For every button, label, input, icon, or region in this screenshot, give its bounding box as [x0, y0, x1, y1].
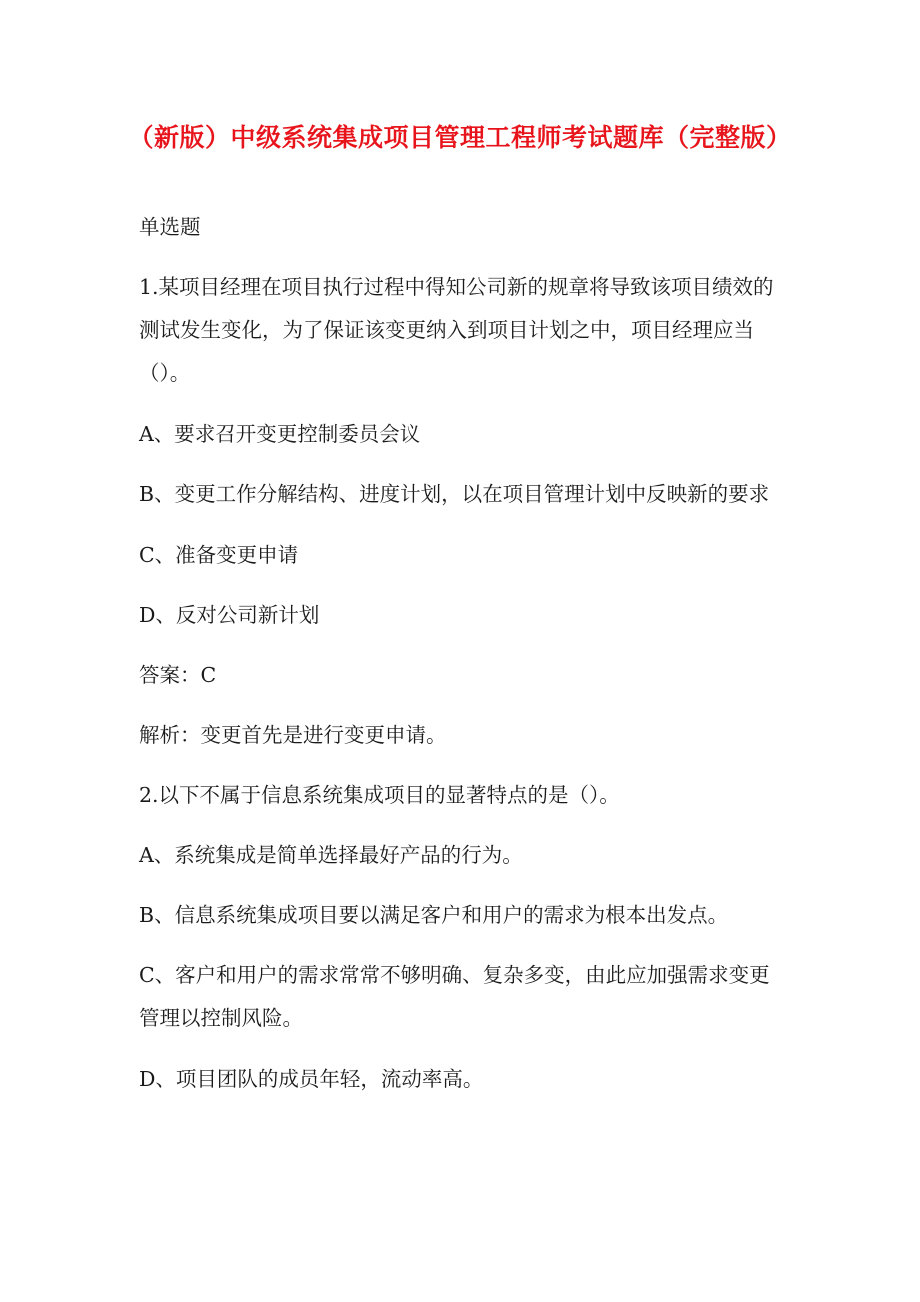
section-heading: 单选题 [139, 215, 201, 239]
question-2-option-a: A、系统集成是简单选择最好产品的行为。 [139, 843, 523, 867]
question-1-option-a: A、要求召开变更控制委员会议 [139, 422, 421, 446]
question-2-option-c: C、客户和用户的需求常常不够明确、复杂多变，由此应加强需求变更管理以控制风险。 [139, 963, 770, 1030]
question-2-option-b: B、信息系统集成项目要以满足客户和用户的需求为根本出发点。 [139, 903, 729, 927]
question-1-option-b: B、变更工作分解结构、进度计划，以在项目管理计划中反映新的要求 [139, 482, 770, 506]
question-1-answer: 答案：C [139, 663, 217, 687]
document-body [139, 206, 789, 1118]
question-1-stem: 1.某项目经理在项目执行过程中得知公司新的规章将导致该项目绩效的测试发生变化，为了保证该变更纳入到项目计划之中，项目经理应当（）。 [139, 275, 774, 385]
question-1-option-d: D、反对公司新计划 [139, 603, 320, 627]
question-2-stem: 2.以下不属于信息系统集成项目的显著特点的是（）。 [139, 783, 620, 807]
question-1-analysis: 解析：变更首先是进行变更申请。 [139, 723, 447, 747]
question-1-option-c: C、准备变更申请 [139, 543, 299, 567]
document-title: （新版）中级系统集成项目管理工程师考试题库（完整版） [128, 123, 792, 152]
question-2-option-d: D、项目团队的成员年轻，流动率高。 [139, 1067, 484, 1091]
